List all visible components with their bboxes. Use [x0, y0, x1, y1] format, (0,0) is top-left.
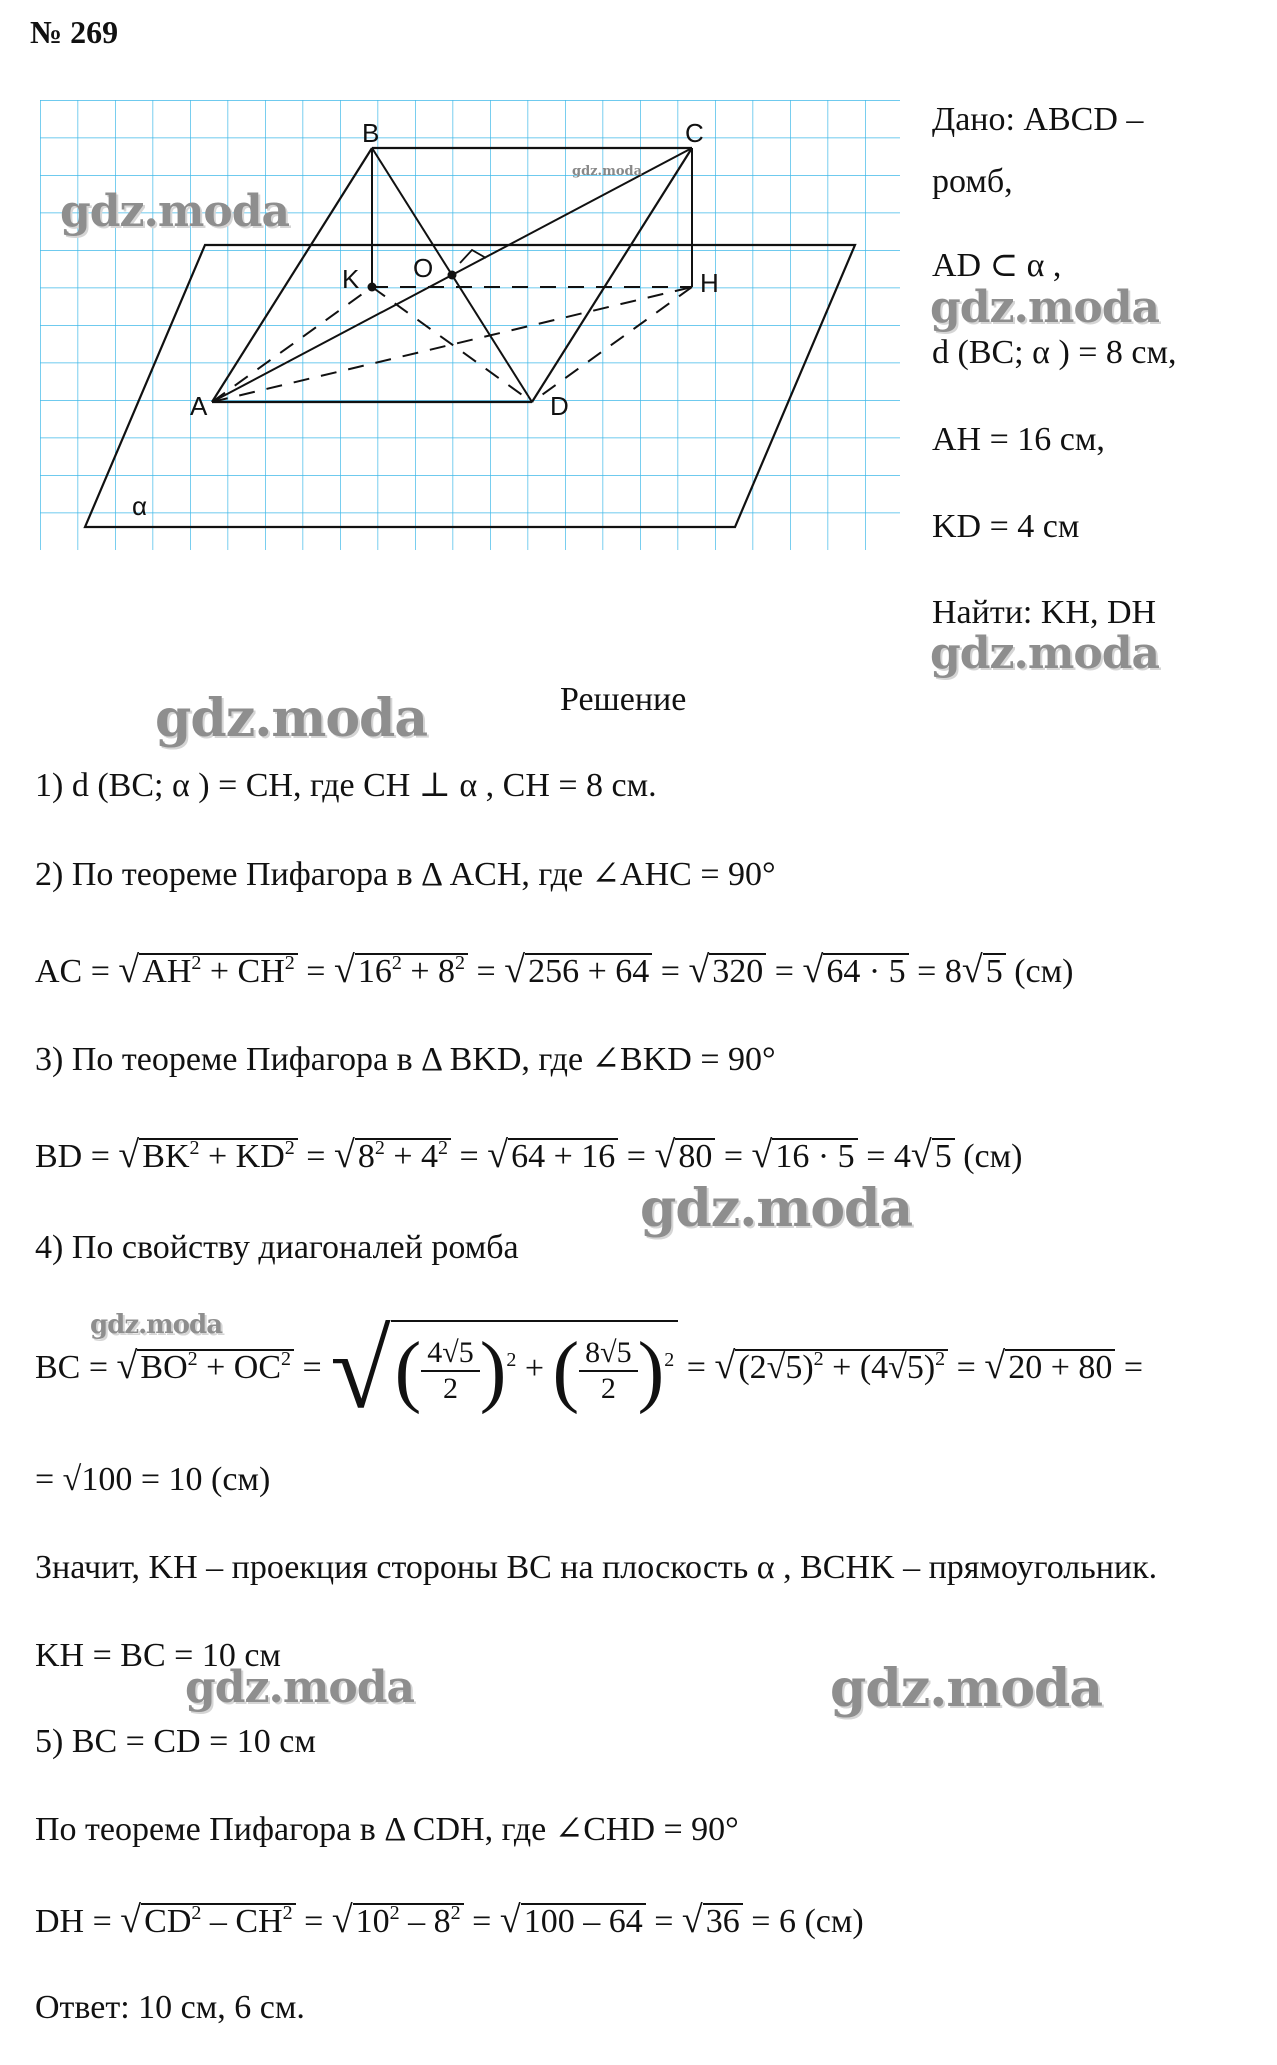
label-alpha: α: [132, 491, 148, 521]
grid-background: [40, 100, 900, 550]
watermark: gdz.moda: [60, 186, 290, 237]
given-line-6: KD = 4 см: [932, 508, 1080, 545]
watermark: gdz.moda: [185, 1662, 415, 1713]
given-line-2: ромб,: [932, 163, 1013, 200]
watermark: gdz.moda: [930, 282, 1160, 333]
formula-bc: BC = $√BO^2 + OC^2$ = √( $\frac{4√5}{2}$ )$^2$ + ( $\frac{8√5}{2}$ )$^2 = √(2√5)^2 + (4√5)^2 = √20 + 80$ =: [35, 1309, 1144, 1431]
watermark: gdz.moda: [930, 628, 1160, 679]
label-h: H: [700, 268, 719, 298]
figure-watermark: gdz.moda: [572, 164, 643, 179]
find-line: Найти: KH, DH: [932, 594, 1157, 631]
step-3: 3) По теореме Пифагора в Δ BKD, где ∠BKD = 90°: [35, 1041, 776, 1078]
given-line-3: AD ⊂ α ,: [932, 247, 1062, 284]
solution-heading: Решение: [560, 681, 687, 718]
watermark: gdz.moda: [90, 1310, 223, 1340]
step-5: 5) BC = CD = 10 см: [35, 1723, 316, 1760]
label-d: D: [550, 391, 569, 421]
step-4: 4) По свойству диагоналей ромба: [35, 1229, 519, 1266]
formula-dh: DH = $√CD^2 - CH^2 = √10^2 - 8^2 = √100 - 64 = √36 = 6$ (см): [35, 1899, 864, 1941]
kh-result: KH = BC = 10 см: [35, 1637, 281, 1674]
label-k: K: [342, 264, 360, 294]
step-2: 2) По теореме Пифагора в Δ ACH, где ∠AHC = 90°: [35, 856, 776, 893]
label-c: C: [685, 118, 704, 148]
point-k: [368, 283, 377, 292]
label-b: B: [362, 118, 380, 148]
given-line-4: d (BC; α ) = 8 см,: [932, 334, 1177, 371]
label-o: O: [413, 253, 434, 283]
step-5-theorem: По теореме Пифагора в Δ CDH, где ∠CHD = 90°: [35, 1811, 739, 1848]
label-a: A: [190, 391, 208, 421]
step-4-result: = √100 = 10 (см): [35, 1461, 271, 1498]
formula-ac: AC = $√AH^2 + CH^2 = √16^2 + 8^2 = √256 + 64 = √320 = √64 \cdot 5 = 8√5$ (см): [35, 949, 1074, 991]
step-1: 1) d (BC; α ) = CH, где CH ⊥ α , CH = 8 см.: [35, 767, 657, 804]
geometry-figure: [40, 100, 900, 550]
given-line-5: AH = 16 см,: [932, 421, 1105, 458]
answer-line: Ответ: 10 см, 6 см.: [35, 1989, 305, 2026]
watermark: gdz.moda: [830, 1658, 1103, 1719]
watermark: gdz.moda: [640, 1178, 913, 1239]
conclusion-line: Значит, KH – проекция стороны BC на плоскость α , BCHK – прямоугольник.: [35, 1549, 1158, 1586]
point-o: [448, 271, 457, 280]
formula-bd: BD = $√BK^2 + KD^2 = √8^2 + 4^2 = √64 + 16 = √80 = √16 \cdot 5 = 4√5$ (см): [35, 1134, 1023, 1176]
watermark: gdz.moda: [155, 688, 428, 749]
problem-number: № 269: [30, 14, 119, 50]
given-line-1: Дано: ABCD –: [932, 101, 1144, 138]
